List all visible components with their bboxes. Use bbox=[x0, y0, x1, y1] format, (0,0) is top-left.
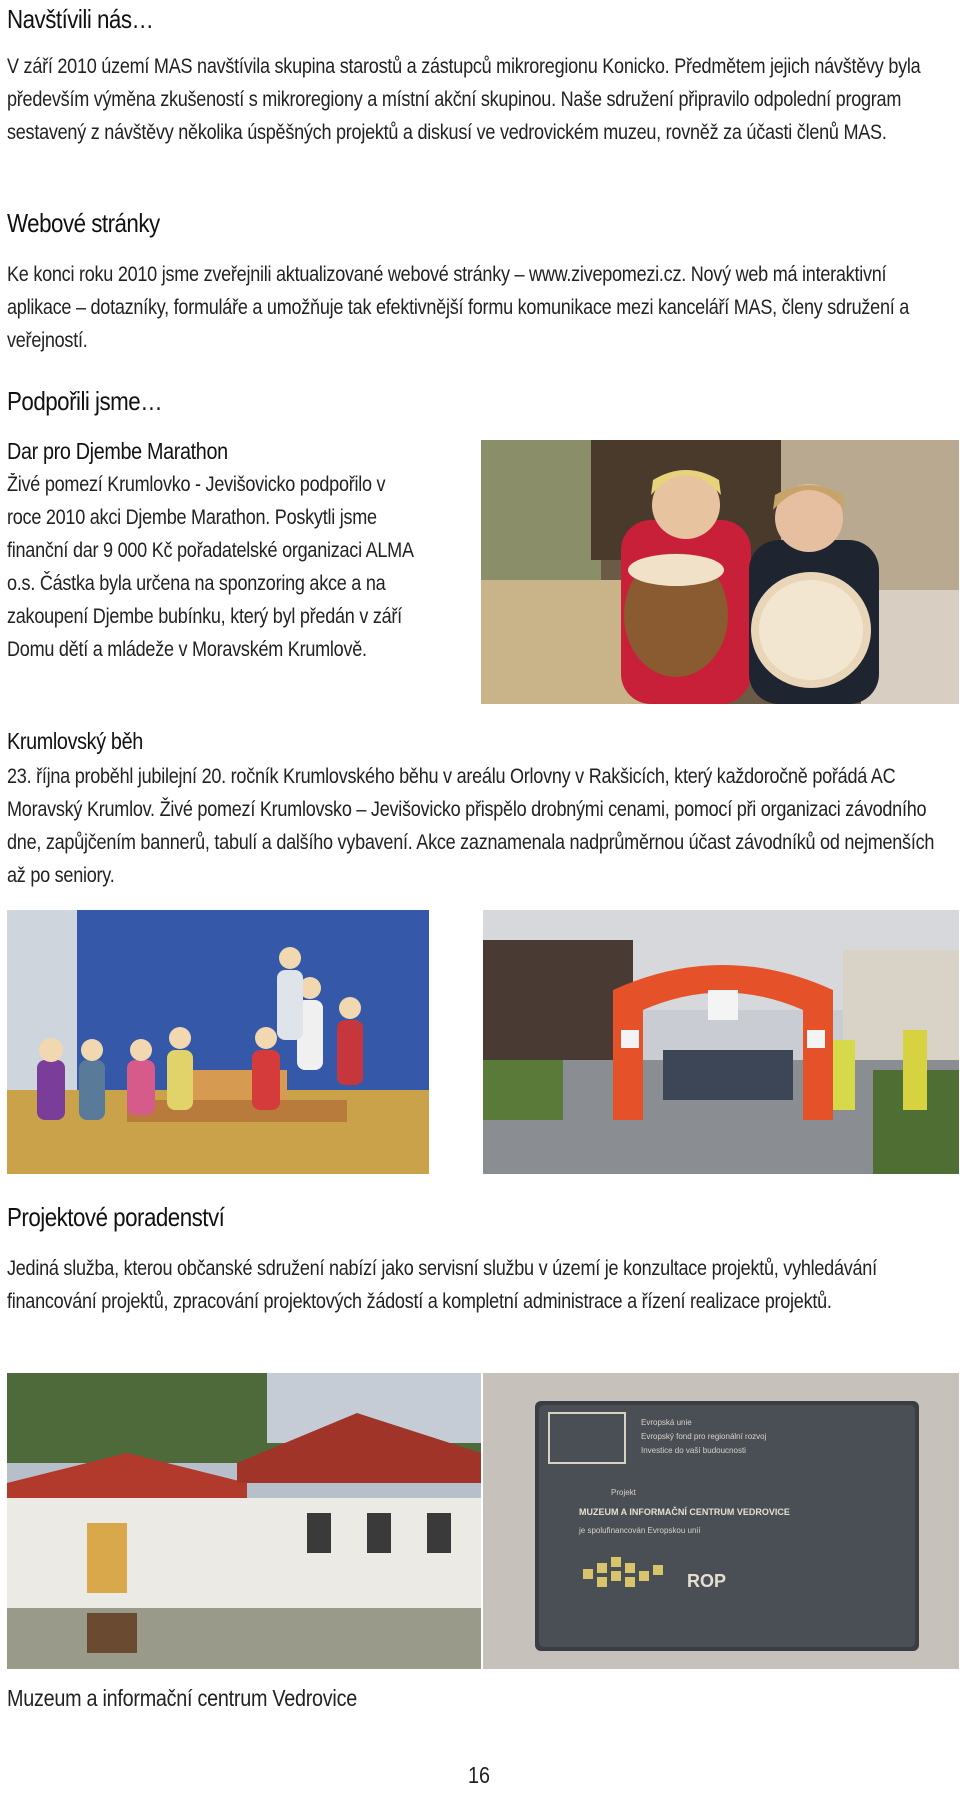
heading-webove-stranky: Webové stránky bbox=[7, 208, 160, 238]
plaque-line-4: Projekt bbox=[611, 1488, 636, 1497]
plaque-line-2: Evropský fond pro regionální rozvoj bbox=[641, 1432, 767, 1441]
photo-children-podium bbox=[7, 910, 429, 1174]
photo-race-start-gate bbox=[483, 910, 959, 1174]
photo-djembe-drums bbox=[481, 440, 959, 704]
heading-djembe: Dar pro Djembe Marathon bbox=[7, 438, 228, 464]
page-number: 16 bbox=[468, 1762, 491, 1788]
photo-eu-plaque bbox=[483, 1373, 959, 1669]
heading-podporili: Podpořili jsme… bbox=[7, 386, 163, 416]
plaque-line-5: MUZEUM A INFORMAČNÍ CENTRUM VEDROVICE bbox=[579, 1507, 790, 1517]
paragraph-djembe: Živé pomezí Krumlovko - Jevišovicko podpořilo v roce 2010 akci Djembe Marathon. Poskytli jsme finanční dar 9 000 Kč pořadatelské organizaci ALMA o.s. Částka byla určena na sponzoring akce a na zakoupení Djembe bubínku, který byl předán v září Domu dětí a mládeže v Moravském Krumlově. bbox=[7, 473, 413, 661]
paragraph-navstivili: V září 2010 území MAS navštívila skupina starostů a zástupců mikroregionu Konicko. Předmětem jejich návštěvy byla především výměna zkušeností s mikroregiony a místní akční skupinou. Naše sdružení připravilo odpolední program sestavený z návštěvy několika úspěšných projektů a diskusí ve vedrovickém muzeu, rovněž za účasti členů MAS. bbox=[7, 55, 921, 144]
photo-caption: Muzeum a informační centrum Vedrovice bbox=[7, 1685, 357, 1711]
paragraph-projektove-poradenstvi: Jediná služba, kterou občanské sdružení nabízí jako servisní službu v území je konzultace projektů, vyhledávání financování projektů, zpracování projektových žádostí a kompletní administrace a řízení realizace projektů. bbox=[7, 1257, 877, 1313]
heading-krumlovsky-beh: Krumlovský běh bbox=[7, 728, 143, 754]
plaque-line-7: ROP bbox=[687, 1571, 727, 1591]
plaque-line-1: Evropská unie bbox=[641, 1418, 692, 1427]
paragraph-webove-stranky: Ke konci roku 2010 jsme zveřejnili aktualizované webové stránky – www.zivepomezi.cz. Nový web má interaktivní aplikace – dotazníky, formuláře a umožňuje tak efektivnější formu komunikace mezi kanceláří MAS, členy sdružení a veřejností. bbox=[7, 263, 910, 352]
heading-projektove-poradenstvi: Projektové poradenství bbox=[7, 1202, 225, 1232]
heading-navstivili: Navštívili nás… bbox=[7, 4, 154, 34]
paragraph-krumlovsky-beh: 23. října proběhl jubilejní 20. ročník Krumlovského běhu v areálu Orlovny v Rakšicích, který každoročně pořádá AC Moravský Krumlov. Živé pomezí Krumlovsko – Jevišovicko přispělo drobnými cenami, pomocí při organizaci závodního dne, zapůjčením bannerů, tabulí a dalšího vybavení. Akce zaznamenala nadprůměrnou účast závodníků od nejmenších až po seniory. bbox=[7, 765, 935, 887]
plaque-line-3: Investice do vaší budoucnosti bbox=[641, 1446, 746, 1455]
plaque-line-6: je spolufinancován Evropskou unií bbox=[579, 1526, 701, 1535]
photo-museum-building bbox=[7, 1373, 481, 1669]
